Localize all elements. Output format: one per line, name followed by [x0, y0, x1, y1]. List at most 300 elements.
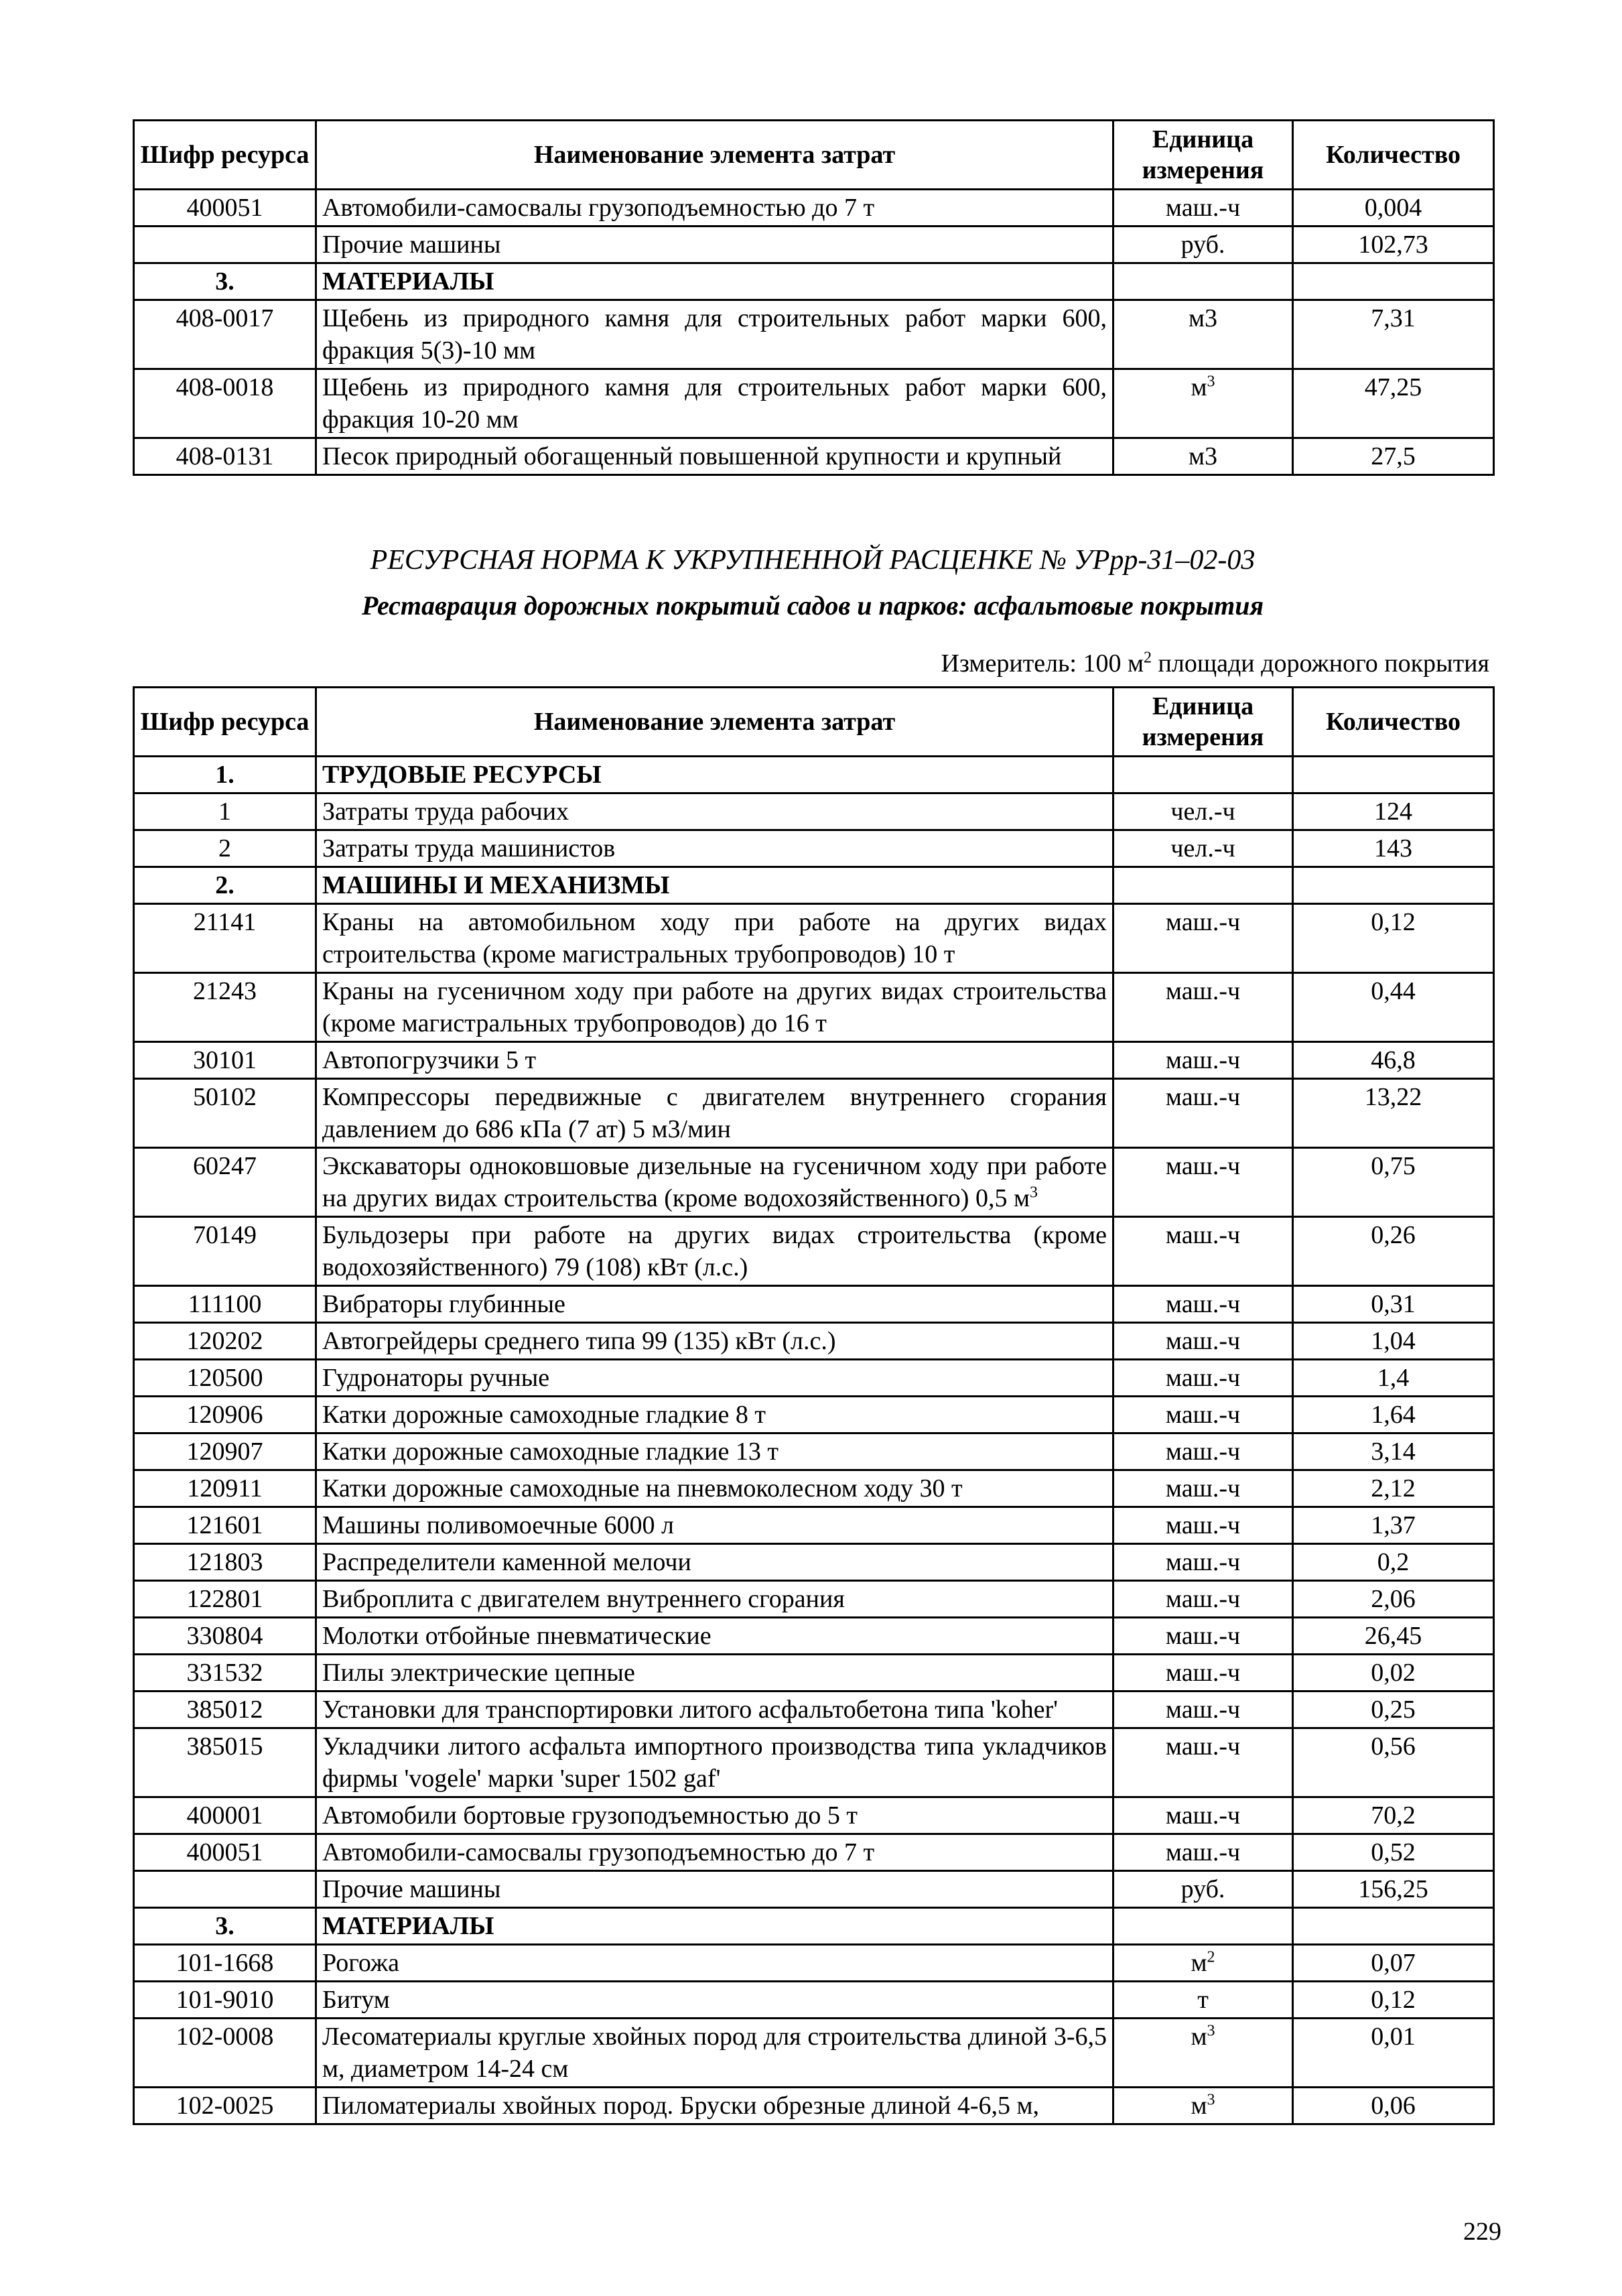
measure-unit-cell-text: маш.-ч	[1165, 1696, 1241, 1724]
resource-code	[134, 190, 316, 227]
quantity-cell	[1293, 2088, 1494, 2124]
quantity-cell-text: 0,44	[1371, 977, 1416, 1005]
measure-suffix: площади дорожного покрытия	[1152, 649, 1489, 678]
resource-code-text: 400001	[186, 1801, 263, 1830]
cost-element-name-text: Распределители каменной мелочи	[322, 1548, 691, 1576]
table-row	[134, 1148, 1494, 1217]
measure-unit-cell	[1113, 1581, 1293, 1618]
cost-element-name-text: Пиломатериалы хвойных пород. Бруски обрезные длиной 4-6,5 м,	[322, 2092, 1040, 2120]
quantity-cell	[1293, 1618, 1494, 1655]
resource-code-text: 120907	[186, 1438, 263, 1466]
measure-unit-cell-text: маш.-ч	[1165, 1622, 1241, 1650]
cost-element-name	[316, 1079, 1113, 1148]
resource-code	[134, 227, 316, 263]
quantity-cell	[1293, 793, 1494, 830]
cost-element-name	[316, 830, 1113, 867]
measure-unit-cell	[1113, 1286, 1293, 1323]
quantity-cell	[1293, 1871, 1494, 1908]
measure-unit-cell-text: маш.-ч	[1165, 1401, 1241, 1429]
cost-element-name-text: Укладчики литого асфальта импортного производства типа укладчиков фирмы 'vogele' марки 'super 1502 gaf'	[322, 1732, 1107, 1793]
quantity-cell-text: 2,06	[1371, 1585, 1416, 1613]
quantity-cell-text: 0,004	[1364, 194, 1422, 222]
quantity-cell	[1293, 1323, 1494, 1360]
measure-unit-cell	[1113, 830, 1293, 867]
table-row	[134, 438, 1494, 475]
quantity-cell	[1293, 1079, 1494, 1148]
cost-element-name	[316, 1286, 1113, 1323]
measure-unit-cell-text: маш.-ч	[1165, 1152, 1241, 1180]
quantity-cell	[1293, 369, 1494, 438]
table-row	[134, 2088, 1494, 2124]
quantity-cell	[1293, 904, 1494, 973]
cost-element-name	[316, 1360, 1113, 1397]
measure-unit-cell	[1113, 1797, 1293, 1834]
resource-code	[134, 438, 316, 475]
measure-unit-cell	[1113, 1148, 1293, 1217]
quantity-cell	[1293, 1286, 1494, 1323]
measure-unit-cell	[1113, 1079, 1293, 1148]
resource-code-text: 120911	[187, 1474, 263, 1503]
norm-subtitle: Реставрация дорожных покрытий садов и парков: асфальтовые покрытия	[361, 590, 1264, 621]
table-row	[134, 1655, 1494, 1692]
measure-unit-cell-text: маш.-ч	[1165, 1548, 1241, 1576]
table-header-row	[134, 688, 1494, 757]
quantity-cell	[1293, 1834, 1494, 1871]
quantity-cell-text: 70,2	[1371, 1801, 1416, 1830]
resource-code-text: 50102	[193, 1083, 257, 1111]
cost-element-name-text: Компрессоры передвижные с двигателем внутреннего сгорания давлением до 686 кПа (7 ат) 5 м3/мин	[322, 1083, 1107, 1143]
cost-element-name	[316, 1797, 1113, 1834]
cost-element-name-text: Бульдозеры при работе на других видах строительства (кроме водохозяйственного) 79 (108) кВт (л.с.)	[322, 1221, 1107, 1281]
measure-unit-cell-text: м	[1191, 2092, 1207, 2120]
measure-unit-cell-text: маш.-ч	[1165, 194, 1241, 222]
measure-unit-cell	[1113, 1360, 1293, 1397]
cost-element-name-text: Затраты труда машинистов	[322, 834, 616, 863]
table-row	[134, 300, 1494, 369]
quantity-cell-text: 0,12	[1371, 1986, 1416, 2014]
cost-element-name-text: Автомобили-самосвалы грузоподъемностью до 7 т	[322, 194, 875, 222]
resource-code	[134, 1360, 316, 1397]
measure-unit-cell	[1113, 904, 1293, 973]
resource-code-text: 331532	[186, 1659, 263, 1687]
table-row	[134, 830, 1494, 867]
resource-code	[134, 973, 316, 1042]
table-row	[134, 1079, 1494, 1148]
quantity-cell-text: 0,25	[1371, 1696, 1416, 1724]
table-row	[134, 793, 1494, 830]
header-code: Шифр ресурса	[134, 688, 316, 757]
table-row	[134, 1945, 1494, 1982]
resource-code	[134, 1871, 316, 1908]
quantity-cell	[1293, 1982, 1494, 2019]
cost-element-name	[316, 2019, 1113, 2088]
table-row	[134, 1834, 1494, 1871]
measure-unit-cell	[1113, 1728, 1293, 1797]
table-row	[134, 1397, 1494, 1433]
measure-unit-cell-text: маш.-ч	[1165, 1221, 1241, 1249]
cost-element-name-text: Экскаваторы одноковшовые дизельные на гусеничном ходу при работе на других видах строительства (кроме водохозяйственного) 0,5 м	[322, 1152, 1107, 1212]
cost-element-name-text: МАТЕРИАЛЫ	[322, 267, 494, 296]
measure-unit-cell-text: маш.-ч	[1165, 1801, 1241, 1830]
cost-element-name	[316, 227, 1113, 263]
quantity-cell	[1293, 1544, 1494, 1581]
resource-code-text: 400051	[186, 194, 263, 222]
quantity-cell	[1293, 1470, 1494, 1507]
quantity-cell-text: 26,45	[1364, 1622, 1422, 1650]
cost-element-name	[316, 904, 1113, 973]
cost-element-name-text: Пилы электрические цепные	[322, 1659, 635, 1687]
resource-code-text: 70149	[193, 1221, 257, 1249]
cost-element-name	[316, 1655, 1113, 1692]
quantity-cell	[1293, 1360, 1494, 1397]
resource-code-text: 121803	[186, 1548, 263, 1576]
table-header-row	[134, 121, 1494, 190]
resource-code	[134, 263, 316, 300]
cost-element-name	[316, 1871, 1113, 1908]
measure-unit-cell-text: маш.-ч	[1165, 1732, 1241, 1761]
resource-table-main	[133, 686, 1495, 2125]
measure-unit-cell	[1113, 1397, 1293, 1433]
resource-code	[134, 904, 316, 973]
quantity-cell	[1293, 2019, 1494, 2088]
section-row	[134, 757, 1494, 793]
table-row	[134, 1042, 1494, 1079]
quantity-cell-text: 3,14	[1371, 1438, 1416, 1466]
cost-element-name-text: Катки дорожные самоходные гладкие 8 т	[322, 1401, 766, 1429]
header-name: Наименование элемента затрат	[316, 121, 1113, 190]
table2-body	[134, 757, 1494, 2124]
cost-element-name-text: Автомобили-самосвалы грузоподъемностью до 7 т	[322, 1838, 875, 1866]
measure-unit-cell-sup: 2	[1207, 1948, 1215, 1966]
measure-unit-cell	[1113, 1433, 1293, 1470]
measure-unit-cell-text: руб.	[1180, 1875, 1225, 1903]
quantity-cell-text: 13,22	[1364, 1083, 1422, 1111]
quantity-cell-text: 2,12	[1371, 1474, 1416, 1503]
measure-unit-cell-text: маш.-ч	[1165, 1083, 1241, 1111]
cost-element-name	[316, 1042, 1113, 1079]
resource-code	[134, 1982, 316, 2019]
table-row	[134, 1871, 1494, 1908]
cost-element-name	[316, 438, 1113, 475]
resource-code	[134, 1834, 316, 1871]
quantity-cell	[1293, 1042, 1494, 1079]
table-row	[134, 2019, 1494, 2088]
table-row	[134, 1470, 1494, 1507]
measure-unit-cell-text: т	[1197, 1986, 1209, 2014]
cost-element-name	[316, 1834, 1113, 1871]
header-unit: Единица измерения	[1113, 121, 1293, 190]
quantity-cell	[1293, 830, 1494, 867]
quantity-cell	[1293, 1581, 1494, 1618]
cost-element-name	[316, 369, 1113, 438]
cost-element-name	[316, 1397, 1113, 1433]
quantity-cell	[1293, 1692, 1494, 1728]
quantity-cell-text: 0,52	[1371, 1838, 1416, 1866]
resource-code-text: 111100	[188, 1290, 262, 1318]
measure-unit	[941, 649, 1489, 678]
measure-unit-cell	[1113, 1982, 1293, 2019]
quantity-cell	[1293, 1217, 1494, 1286]
resource-code-text: 3.	[215, 1912, 234, 1940]
resource-code-text: 101-9010	[176, 1986, 274, 2014]
cost-element-name	[316, 263, 1113, 300]
resource-code	[134, 1618, 316, 1655]
table-row	[134, 1581, 1494, 1618]
measure-unit-cell	[1113, 1217, 1293, 1286]
measure-unit-cell-text: маш.-ч	[1165, 1327, 1241, 1355]
resource-code-text: 1	[218, 798, 231, 826]
resource-code	[134, 757, 316, 793]
measure-unit-cell-text: м3	[1188, 442, 1218, 470]
measure-unit-cell	[1113, 1618, 1293, 1655]
table-row	[134, 227, 1494, 263]
table-row	[134, 904, 1494, 973]
quantity-cell	[1293, 438, 1494, 475]
measure-unit-cell	[1113, 793, 1293, 830]
measure-unit-cell-text: маш.-ч	[1165, 1838, 1241, 1866]
table-row	[134, 1728, 1494, 1797]
quantity-cell-text: 0,02	[1371, 1659, 1416, 1687]
resource-code-text: 102-0025	[176, 2092, 274, 2120]
quantity-cell-text: 0,75	[1371, 1152, 1416, 1180]
quantity-cell-text: 0,06	[1371, 2092, 1416, 2120]
cost-element-name	[316, 190, 1113, 227]
resource-code-text: 120202	[186, 1327, 263, 1355]
measure-unit-cell	[1113, 190, 1293, 227]
cost-element-name	[316, 973, 1113, 1042]
cost-element-name	[316, 1982, 1113, 2019]
resource-code	[134, 1945, 316, 1982]
measure-unit-cell	[1113, 1042, 1293, 1079]
measure-unit-cell-text: м	[1191, 373, 1207, 401]
measure-unit-cell	[1113, 1834, 1293, 1871]
cost-element-name-text: Молотки отбойные пневматические	[322, 1622, 712, 1650]
resource-code	[134, 1217, 316, 1286]
resource-code-text: 408-0017	[176, 304, 274, 332]
cost-element-name-sup: 3	[1029, 1184, 1038, 1202]
measure-unit-cell	[1113, 2019, 1293, 2088]
table-row	[134, 1692, 1494, 1728]
cost-element-name-text: Лесоматериалы круглые хвойных пород для строительства длиной 3-6,5 м, диаметром 14-24 см	[322, 2023, 1107, 2083]
measure-unit-cell-text: маш.-ч	[1165, 1474, 1241, 1503]
resource-code	[134, 1728, 316, 1797]
cost-element-name-text: ТРУДОВЫЕ РЕСУРСЫ	[322, 761, 602, 789]
cost-element-name-text: Краны на гусеничном ходу при работе на других видах строительства (кроме магистральных трубопроводов) до 16 т	[322, 977, 1107, 1037]
quantity-cell-text: 0,26	[1371, 1221, 1416, 1249]
resource-code	[134, 1470, 316, 1507]
measure-unit-cell	[1113, 369, 1293, 438]
resource-code-text: 102-0008	[176, 2023, 274, 2051]
cost-element-name	[316, 1507, 1113, 1544]
quantity-cell	[1293, 1797, 1494, 1834]
cost-element-name	[316, 1945, 1113, 1982]
quantity-cell-text: 0,07	[1371, 1949, 1416, 1977]
measure-unit-cell	[1113, 1908, 1293, 1945]
table-row	[134, 1286, 1494, 1323]
cost-element-name-text: Катки дорожные самоходные гладкие 13 т	[322, 1438, 779, 1466]
cost-element-name-text: Установки для транспортировки литого асфальтобетона типа 'koher'	[322, 1696, 1059, 1724]
resource-code-text: 60247	[193, 1152, 257, 1180]
quantity-cell	[1293, 1397, 1494, 1433]
quantity-cell-text: 102,73	[1358, 231, 1428, 259]
measure-sup: 2	[1144, 649, 1152, 667]
measure-unit-cell	[1113, 1871, 1293, 1908]
quantity-cell-text: 0,56	[1371, 1732, 1416, 1761]
cost-element-name	[316, 1908, 1113, 1945]
resource-code-text: 122801	[186, 1585, 263, 1613]
resource-code-text: 2	[218, 834, 231, 863]
measure-unit-cell-sup: 3	[1207, 373, 1215, 391]
cost-element-name	[316, 1728, 1113, 1797]
quantity-cell-text: 1,37	[1371, 1511, 1416, 1539]
table-row	[134, 1360, 1494, 1397]
resource-code-text: 30101	[193, 1046, 257, 1074]
measure-unit-cell	[1113, 1323, 1293, 1360]
quantity-cell	[1293, 1945, 1494, 1982]
resource-code	[134, 2088, 316, 2124]
measure-unit-cell	[1113, 973, 1293, 1042]
table-row	[134, 1433, 1494, 1470]
resource-code	[134, 369, 316, 438]
table-row	[134, 1982, 1494, 2019]
resource-code	[134, 1655, 316, 1692]
resource-code	[134, 867, 316, 904]
header-code: Шифр ресурса	[134, 121, 316, 190]
cost-element-name	[316, 757, 1113, 793]
table-row	[134, 1544, 1494, 1581]
cost-element-name	[316, 1148, 1113, 1217]
measure-unit-cell-text: руб.	[1180, 231, 1225, 259]
resource-code-text: 121601	[186, 1511, 263, 1539]
section-row	[134, 1908, 1494, 1945]
cost-element-name-text: Виброплита с двигателем внутреннего сгорания	[322, 1585, 845, 1613]
cost-element-name	[316, 867, 1113, 904]
measure-unit-cell	[1113, 1692, 1293, 1728]
measure-unit-cell	[1113, 1507, 1293, 1544]
cost-element-name-text: Автомобили бортовые грузоподъемностью до 5 т	[322, 1801, 858, 1830]
quantity-cell	[1293, 1655, 1494, 1692]
header-qty: Количество	[1293, 688, 1494, 757]
quantity-cell	[1293, 1908, 1494, 1945]
measure-unit-cell	[1113, 263, 1293, 300]
resource-code-text: 385012	[186, 1696, 263, 1724]
header-name: Наименование элемента затрат	[316, 688, 1113, 757]
cost-element-name-text: МАШИНЫ И МЕХАНИЗМЫ	[322, 871, 670, 899]
measure-unit-cell-text: маш.-ч	[1165, 1046, 1241, 1074]
measure-unit-cell-text: м	[1191, 1949, 1207, 1977]
cost-element-name-text: Гудронаторы ручные	[322, 1364, 550, 1392]
resource-code	[134, 1148, 316, 1217]
measure-unit-cell-text: маш.-ч	[1165, 1511, 1241, 1539]
quantity-cell-text: 1,64	[1371, 1401, 1416, 1429]
cost-element-name	[316, 1470, 1113, 1507]
resource-code-text: 21243	[193, 977, 257, 1005]
cost-element-name-text: Щебень из природного камня для строительных работ марки 600, фракция 5(3)-10 мм	[322, 304, 1107, 365]
quantity-cell-text: 1,4	[1377, 1364, 1410, 1392]
header-unit: Единица измерения	[1113, 688, 1293, 757]
resource-code	[134, 1544, 316, 1581]
measure-unit-cell-text: м	[1191, 2023, 1207, 2051]
quantity-cell-text: 156,25	[1358, 1875, 1428, 1903]
cost-element-name-text: Вибраторы глубинные	[322, 1290, 565, 1318]
quantity-cell	[1293, 757, 1494, 793]
resource-code-text: 120500	[186, 1364, 263, 1392]
resource-code	[134, 1692, 316, 1728]
quantity-cell-text: 143	[1374, 834, 1412, 863]
measure-unit-cell	[1113, 300, 1293, 369]
resource-code-text: 385015	[186, 1732, 263, 1761]
resource-table-continued	[133, 119, 1495, 476]
quantity-cell	[1293, 190, 1494, 227]
resource-code	[134, 1042, 316, 1079]
cost-element-name	[316, 1217, 1113, 1286]
cost-element-name	[316, 1618, 1113, 1655]
table-row	[134, 1618, 1494, 1655]
measure-prefix: Измеритель: 100 м	[941, 649, 1144, 678]
cost-element-name-text: Прочие машины	[322, 1875, 501, 1903]
quantity-cell-text: 27,5	[1371, 442, 1416, 470]
resource-code-text: 120906	[186, 1401, 263, 1429]
cost-element-name	[316, 1692, 1113, 1728]
quantity-cell	[1293, 867, 1494, 904]
quantity-cell-text: 0,01	[1371, 2023, 1416, 2051]
quantity-cell-text: 0,12	[1371, 908, 1416, 936]
quantity-cell-text: 0,2	[1377, 1548, 1410, 1576]
table-row	[134, 1507, 1494, 1544]
measure-unit-cell-text: маш.-ч	[1165, 1438, 1241, 1466]
measure-unit-cell-text: м3	[1188, 304, 1218, 332]
quantity-cell	[1293, 1148, 1494, 1217]
resource-code	[134, 1079, 316, 1148]
resource-code	[134, 1397, 316, 1433]
resource-code	[134, 1581, 316, 1618]
cost-element-name-text: Машины поливомоечные 6000 л	[322, 1511, 674, 1539]
measure-unit-cell	[1113, 227, 1293, 263]
resource-code	[134, 1323, 316, 1360]
resource-code	[134, 830, 316, 867]
quantity-cell-text: 46,8	[1371, 1046, 1416, 1074]
quantity-cell-text: 7,31	[1371, 304, 1416, 332]
resource-code-text: 330804	[186, 1622, 263, 1650]
resource-code	[134, 1286, 316, 1323]
measure-unit-cell	[1113, 867, 1293, 904]
cost-element-name-text: МАТЕРИАЛЫ	[322, 1912, 494, 1940]
measure-unit-cell-text: чел.-ч	[1170, 798, 1235, 826]
table-row	[134, 369, 1494, 438]
cost-element-name-text: Автогрейдеры среднего типа 99 (135) кВт (л.с.)	[322, 1327, 836, 1355]
section-row	[134, 867, 1494, 904]
header-qty: Количество	[1293, 121, 1494, 190]
measure-unit-cell	[1113, 2088, 1293, 2124]
table-row	[134, 973, 1494, 1042]
cost-element-name-text: Автопогрузчики 5 т	[322, 1046, 537, 1074]
measure-unit-cell-sup: 3	[1207, 2091, 1215, 2109]
resource-code-text: 408-0018	[176, 373, 274, 401]
quantity-cell	[1293, 1728, 1494, 1797]
measure-unit-cell-text: маш.-ч	[1165, 977, 1241, 1005]
resource-code	[134, 1797, 316, 1834]
resource-code-text: 400051	[186, 1838, 263, 1866]
quantity-cell	[1293, 973, 1494, 1042]
resource-code	[134, 1908, 316, 1945]
measure-unit-cell-text: маш.-ч	[1165, 908, 1241, 936]
cost-element-name	[316, 1544, 1113, 1581]
measure-unit-cell-sup: 3	[1207, 2022, 1215, 2040]
quantity-cell-text: 124	[1374, 798, 1412, 826]
resource-code	[134, 1507, 316, 1544]
table1-body	[134, 190, 1494, 475]
table-row	[134, 1797, 1494, 1834]
